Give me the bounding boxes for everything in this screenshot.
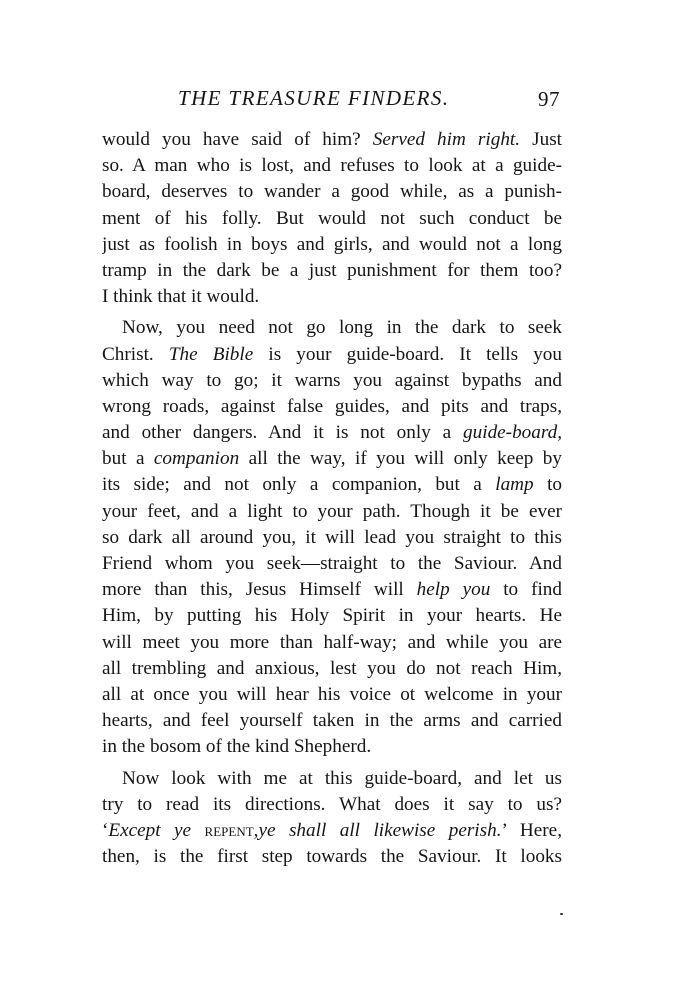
text-run: Friend whom you seek—straight to the Saviour. And: [102, 553, 562, 574]
italic-text: lamp: [495, 474, 534, 496]
text-run: more than this, Jesus Himself will: [102, 579, 417, 601]
italic-text: guide-board,: [463, 422, 562, 444]
text-line: [102, 206, 562, 232]
text-run: its side; and not only a companion, but a: [102, 474, 496, 496]
text-run: ’ Here,: [501, 819, 562, 841]
text-line: [102, 420, 562, 446]
text-line: [102, 284, 562, 310]
text-line: [102, 734, 562, 760]
text-run: would you have said of him?: [102, 129, 373, 150]
text-run: all the way, if you will only keep by: [239, 448, 562, 470]
text-run: wrong roads, against false guides, and pits and traps,: [102, 395, 562, 417]
text-run: to: [533, 474, 562, 496]
text-line: [102, 127, 562, 153]
text-run: but a: [102, 448, 154, 470]
text-run: all trembling and anxious, lest you do not reach Him,: [102, 657, 562, 679]
text-run: Him, by putting his Holy Spirit in your hearts. He: [102, 605, 562, 627]
text-line: [102, 153, 562, 179]
italic-text: help you: [416, 579, 491, 601]
text-run: then, is the first step towards the Saviour. It looks: [102, 846, 562, 868]
text-line: [102, 315, 562, 341]
text-run: will meet you more than half-way; and while you are: [102, 631, 562, 653]
text-run: Just: [520, 129, 562, 150]
small-caps-text: repent,: [204, 819, 259, 841]
italic-text: Except ye: [108, 819, 205, 841]
text-run: ment of his folly. But would not such conduct be: [102, 207, 562, 229]
text-run: I think that it would.: [102, 286, 260, 308]
text-line: [102, 630, 562, 656]
text-run: to find: [490, 579, 562, 601]
text-line: [102, 342, 562, 368]
text-line: [102, 525, 562, 551]
body-text: [102, 127, 562, 870]
text-run: try to read its directions. What does it say to us?: [102, 793, 562, 815]
text-line: [102, 368, 562, 394]
text-run: is your guide-board. It tells you: [253, 343, 562, 365]
text-line: [102, 766, 562, 792]
text-run: your feet, and a light to your path. Though it be ever: [102, 500, 562, 522]
italic-text: Served him right.: [372, 129, 521, 150]
italic-text: The Bible: [168, 343, 254, 365]
text-line: [102, 708, 562, 734]
text-line: [102, 551, 562, 577]
text-line: [102, 232, 562, 258]
text-run: all at once you will hear his voice ot welcome in your: [102, 683, 562, 705]
text-run: Now look with me at this guide-board, and let us: [122, 767, 562, 789]
running-head: [100, 86, 562, 114]
text-run: in the bosom of the kind Shepherd.: [102, 736, 372, 758]
text-run: which way to go; it warns you against bypaths and: [102, 369, 562, 391]
text-line: [102, 603, 562, 629]
page-number: 97: [538, 87, 560, 111]
text-line: [102, 682, 562, 708]
running-title: THE TREASURE FINDERS.: [178, 86, 450, 110]
italic-text: ye shall all likewise perish.: [258, 819, 502, 841]
text-run: just as foolish in boys and girls, and would not a long: [102, 233, 562, 255]
text-run: so. A man who is lost, and refuses to look at a guide-: [102, 155, 562, 177]
text-run: ‘: [102, 819, 109, 841]
text-line: [102, 472, 562, 498]
text-line: [102, 818, 562, 844]
text-run: board, deserves to wander a good while, as a punish-: [102, 181, 562, 203]
text-line: [102, 656, 562, 682]
italic-text: companion: [153, 448, 240, 470]
print-speck: [560, 913, 563, 915]
text-run: so dark all around you, it will lead you straight to this: [102, 526, 562, 548]
text-line: [102, 499, 562, 525]
text-run: and other dangers. And it is not only a: [102, 422, 464, 444]
text-line: [102, 577, 562, 603]
text-run: Now, you need not go long in the dark to seek: [122, 317, 562, 339]
text-run: Christ.: [102, 343, 169, 365]
text-line: [102, 792, 562, 818]
text-line: [102, 844, 562, 870]
text-line: [102, 446, 562, 472]
text-run: tramp in the dark be a just punishment for them too?: [102, 259, 562, 281]
text-line: [102, 258, 562, 284]
text-line: [102, 179, 562, 205]
text-line: [102, 394, 562, 420]
text-run: hearts, and feel yourself taken in the arms and carried: [102, 710, 562, 732]
